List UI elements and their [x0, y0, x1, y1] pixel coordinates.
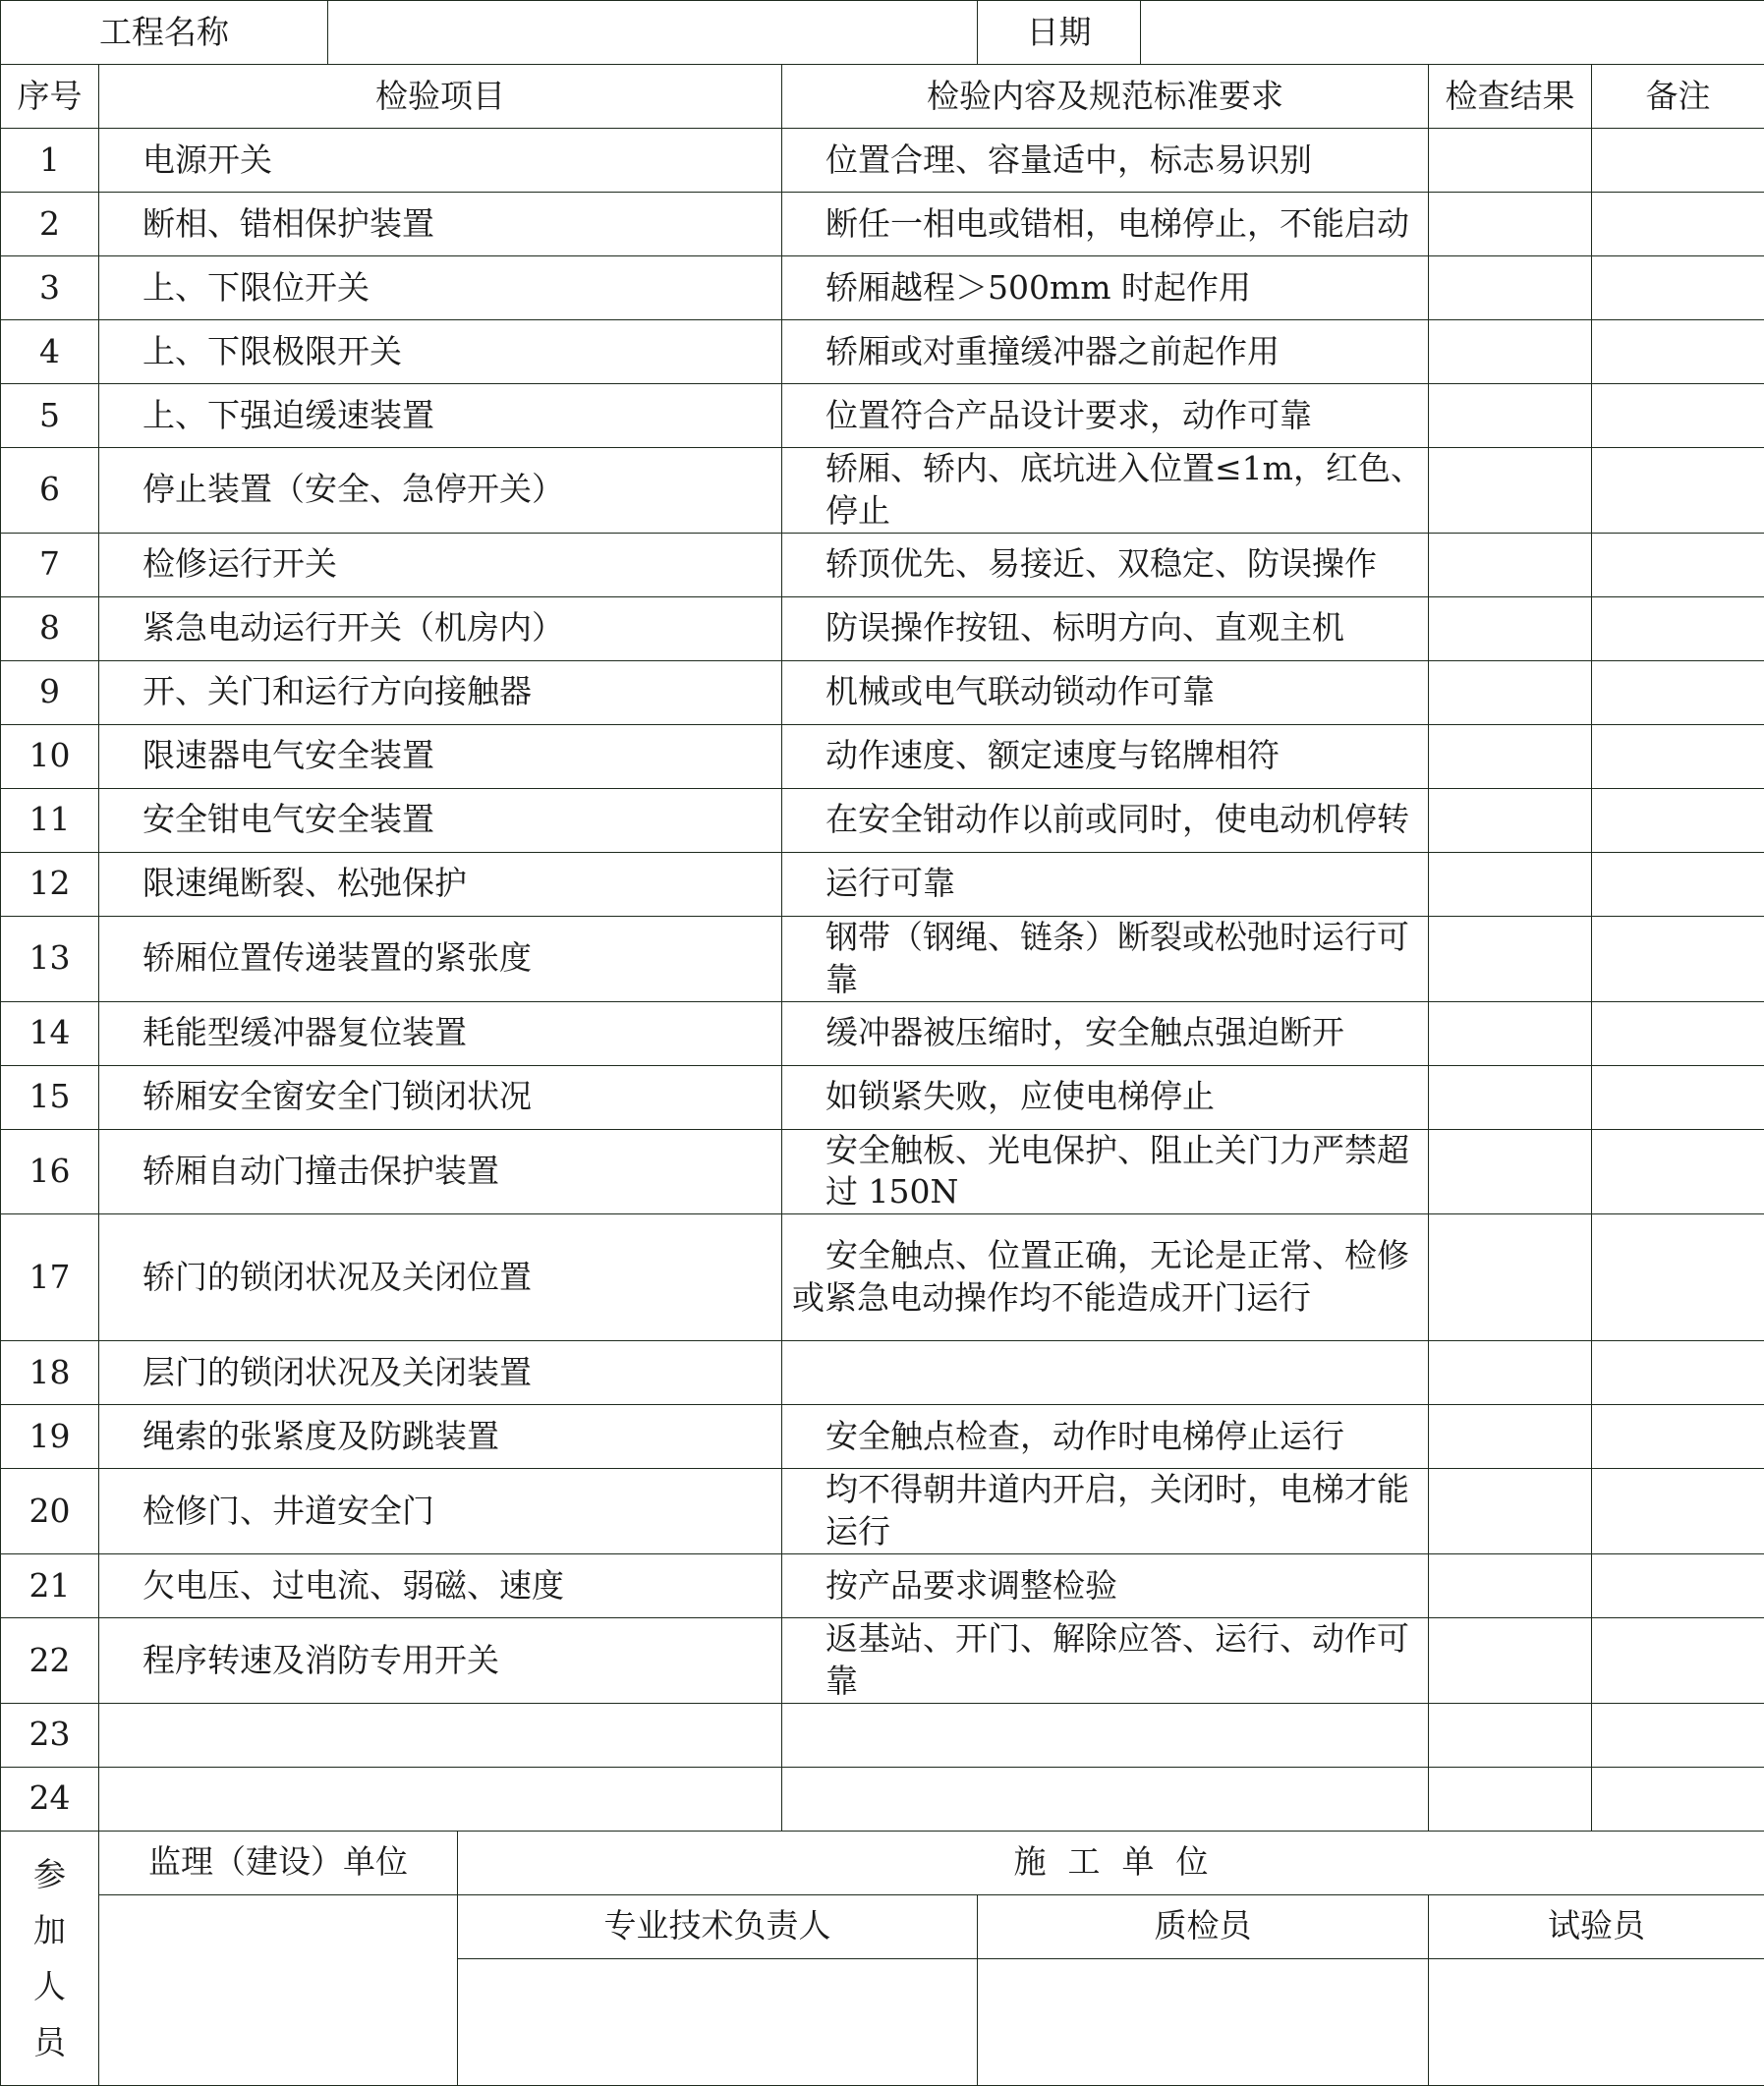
row-item: 上、下限极限开关 [99, 320, 782, 384]
row-requirement: 均不得朝井道内开启，关闭时，电梯才能运行 [782, 1469, 1429, 1554]
row-requirement: 轿厢或对重撞缓冲器之前起作用 [782, 320, 1429, 384]
inspection-row [1, 1703, 1764, 1767]
row-item: 轿厢位置传递装置的紧张度 [99, 916, 782, 1001]
row-requirement [782, 1341, 1429, 1405]
row-item: 安全钳电气安全装置 [99, 788, 782, 852]
row-remark-field[interactable] [1592, 1065, 1764, 1129]
row-remark-field[interactable] [1592, 1554, 1764, 1618]
row-remark-field[interactable] [1592, 129, 1764, 193]
row-item [99, 1703, 782, 1767]
project-name-label: 工程名称 [1, 1, 328, 65]
row-item: 耗能型缓冲器复位装置 [99, 1001, 782, 1065]
inspection-row [1, 596, 1764, 660]
row-requirement: 如锁紧失败，应使电梯停止 [782, 1065, 1429, 1129]
row-result-field[interactable] [1429, 1703, 1592, 1767]
row-result-field[interactable] [1429, 660, 1592, 724]
col-header-requirement: 检验内容及规范标准要求 [782, 65, 1429, 129]
row-item: 上、下强迫缓速装置 [99, 384, 782, 448]
row-result-field[interactable] [1429, 1129, 1592, 1214]
row-requirement: 钢带（钢绳、链条）断裂或松弛时运行可靠 [782, 916, 1429, 1001]
supervisor-signature-field[interactable] [99, 1894, 458, 2085]
row-remark-field[interactable] [1592, 1129, 1764, 1214]
row-remark-field[interactable] [1592, 916, 1764, 1001]
contractor-label-text: 施工单位 [993, 1842, 1230, 1881]
row-result-field[interactable] [1429, 129, 1592, 193]
row-seq: 8 [1, 596, 99, 660]
row-item: 断相、错相保护装置 [99, 193, 782, 256]
inspection-row [1, 193, 1764, 256]
row-seq: 4 [1, 320, 99, 384]
row-seq: 19 [1, 1405, 99, 1469]
inspection-row [1, 660, 1764, 724]
row-result-field[interactable] [1429, 916, 1592, 1001]
inspection-row [1, 533, 1764, 596]
signoff-header-row [1, 1831, 1764, 1894]
row-requirement: 返基站、开门、解除应答、运行、动作可靠 [782, 1618, 1429, 1704]
row-remark-field[interactable] [1592, 1703, 1764, 1767]
row-result-field[interactable] [1429, 724, 1592, 788]
row-result-field[interactable] [1429, 596, 1592, 660]
row-result-field[interactable] [1429, 1214, 1592, 1341]
row-seq: 7 [1, 533, 99, 596]
row-requirement [782, 1703, 1429, 1767]
row-result-field[interactable] [1429, 788, 1592, 852]
row-requirement: 轿厢越程＞500mm 时起作用 [782, 256, 1429, 320]
row-item: 限速器电气安全装置 [99, 724, 782, 788]
col-header-remark: 备注 [1592, 65, 1764, 129]
row-item: 绳索的张紧度及防跳装置 [99, 1405, 782, 1469]
row-result-field[interactable] [1429, 384, 1592, 448]
row-result-field[interactable] [1429, 320, 1592, 384]
row-seq: 23 [1, 1703, 99, 1767]
row-requirement: 位置符合产品设计要求，动作可靠 [782, 384, 1429, 448]
row-remark-field[interactable] [1592, 1001, 1764, 1065]
inspection-row [1, 1214, 1764, 1341]
row-requirement: 轿厢、轿内、底坑进入位置≤1m，红色、停止 [782, 448, 1429, 534]
tester-label: 试验员 [1429, 1894, 1764, 1958]
row-requirement: 缓冲器被压缩时，安全触点强迫断开 [782, 1001, 1429, 1065]
row-remark-field[interactable] [1592, 1214, 1764, 1341]
participants-label [1, 1831, 99, 2085]
col-header-result: 检查结果 [1429, 65, 1592, 129]
row-item: 欠电压、过电流、弱磁、速度 [99, 1554, 782, 1618]
row-requirement: 断任一相电或错相，电梯停止，不能启动 [782, 193, 1429, 256]
header-row [1, 1, 1764, 65]
inspection-row [1, 320, 1764, 384]
row-remark-field[interactable] [1592, 660, 1764, 724]
row-result-field[interactable] [1429, 448, 1592, 534]
inspection-row [1, 1767, 1764, 1831]
row-result-field[interactable] [1429, 533, 1592, 596]
tech-lead-signature-field[interactable] [458, 1958, 978, 2085]
row-item: 限速绳断裂、松弛保护 [99, 852, 782, 916]
row-remark-field[interactable] [1592, 724, 1764, 788]
row-requirement [782, 1767, 1429, 1831]
inspection-row [1, 1129, 1764, 1214]
row-seq: 24 [1, 1767, 99, 1831]
row-item: 层门的锁闭状况及关闭装置 [99, 1341, 782, 1405]
inspection-row [1, 1065, 1764, 1129]
row-requirement: 按产品要求调整检验 [782, 1554, 1429, 1618]
row-result-field[interactable] [1429, 193, 1592, 256]
row-remark-field[interactable] [1592, 788, 1764, 852]
row-remark-field[interactable] [1592, 596, 1764, 660]
row-requirement: 安全触点检查，动作时电梯停止运行 [782, 1405, 1429, 1469]
row-seq: 21 [1, 1554, 99, 1618]
row-requirement: 位置合理、容量适中，标志易识别 [782, 129, 1429, 193]
row-seq: 9 [1, 660, 99, 724]
row-seq: 12 [1, 852, 99, 916]
tester-signature-field[interactable] [1429, 1958, 1764, 2085]
inspection-row [1, 724, 1764, 788]
row-result-field[interactable] [1429, 1405, 1592, 1469]
row-remark-field[interactable] [1592, 1405, 1764, 1469]
row-item: 停止装置（安全、急停开关） [99, 448, 782, 534]
participants-char: 员 [1, 2014, 98, 2070]
row-item: 轿厢安全窗安全门锁闭状况 [99, 1065, 782, 1129]
row-item: 程序转速及消防专用开关 [99, 1618, 782, 1704]
row-remark-field[interactable] [1592, 1341, 1764, 1405]
row-result-field[interactable] [1429, 852, 1592, 916]
row-item [99, 1767, 782, 1831]
row-requirement: 轿顶优先、易接近、双稳定、防误操作 [782, 533, 1429, 596]
row-requirement: 安全触板、光电保护、阻止关门力严禁超过 150N [782, 1129, 1429, 1214]
row-result-field[interactable] [1429, 256, 1592, 320]
row-seq: 15 [1, 1065, 99, 1129]
inspection-row [1, 852, 1764, 916]
row-item: 紧急电动运行开关（机房内） [99, 596, 782, 660]
row-seq: 5 [1, 384, 99, 448]
row-seq: 18 [1, 1341, 99, 1405]
row-requirement: 机械或电气联动锁动作可靠 [782, 660, 1429, 724]
col-header-seq: 序号 [1, 65, 99, 129]
row-remark-field[interactable] [1592, 1767, 1764, 1831]
signoff-roles-row [1, 1894, 1764, 1958]
row-result-field[interactable] [1429, 1341, 1592, 1405]
row-item: 电源开关 [99, 129, 782, 193]
inspection-row [1, 1341, 1764, 1405]
row-seq: 1 [1, 129, 99, 193]
row-remark-field[interactable] [1592, 1469, 1764, 1554]
participants-char: 加 [1, 1902, 98, 1958]
row-requirement: 在安全钳动作以前或同时，使电动机停转 [782, 788, 1429, 852]
row-requirement: 动作速度、额定速度与铭牌相符 [782, 724, 1429, 788]
row-remark-field[interactable] [1592, 448, 1764, 534]
row-item: 轿门的锁闭状况及关闭位置 [99, 1214, 782, 1341]
participants-char: 参 [1, 1846, 98, 1902]
row-seq: 10 [1, 724, 99, 788]
row-seq: 6 [1, 448, 99, 534]
row-seq: 13 [1, 916, 99, 1001]
project-name-field[interactable] [328, 1, 978, 65]
row-result-field[interactable] [1429, 1554, 1592, 1618]
date-field[interactable] [1141, 1, 1764, 65]
row-result-field[interactable] [1429, 1767, 1592, 1831]
inspection-row [1, 1405, 1764, 1469]
row-remark-field[interactable] [1592, 1618, 1764, 1704]
row-remark-field[interactable] [1592, 533, 1764, 596]
row-seq: 11 [1, 788, 99, 852]
inspection-row [1, 448, 1764, 534]
inspection-row [1, 916, 1764, 1001]
contractor-label [458, 1831, 1764, 1894]
inspection-row [1, 1469, 1764, 1554]
row-requirement: 运行可靠 [782, 852, 1429, 916]
row-result-field[interactable] [1429, 1618, 1592, 1704]
row-item: 上、下限位开关 [99, 256, 782, 320]
inspector-signature-field[interactable] [978, 1958, 1429, 2085]
row-remark-field[interactable] [1592, 384, 1764, 448]
date-label: 日期 [978, 1, 1141, 65]
inspection-row [1, 1554, 1764, 1618]
row-requirement: 防误操作按钮、标明方向、直观主机 [782, 596, 1429, 660]
row-remark-field[interactable] [1592, 852, 1764, 916]
supervisor-label: 监理（建设）单位 [99, 1831, 458, 1894]
participants-char: 人 [1, 1958, 98, 2014]
row-item: 检修运行开关 [99, 533, 782, 596]
row-requirement: 安全触点、位置正确，无论是正常、检修或紧急电动操作均不能造成开门运行 [782, 1214, 1429, 1341]
inspection-row [1, 1618, 1764, 1704]
inspector-label: 质检员 [978, 1894, 1429, 1958]
row-seq: 16 [1, 1129, 99, 1214]
row-seq: 3 [1, 256, 99, 320]
row-item: 检修门、井道安全门 [99, 1469, 782, 1554]
row-item: 开、关门和运行方向接触器 [99, 660, 782, 724]
inspection-row [1, 256, 1764, 320]
row-seq: 17 [1, 1214, 99, 1341]
row-item: 轿厢自动门撞击保护装置 [99, 1129, 782, 1214]
inspection-row [1, 1001, 1764, 1065]
row-result-field[interactable] [1429, 1065, 1592, 1129]
column-header-row [1, 65, 1764, 129]
inspection-row [1, 384, 1764, 448]
row-remark-field[interactable] [1592, 320, 1764, 384]
row-result-field[interactable] [1429, 1001, 1592, 1065]
col-header-item: 检验项目 [99, 65, 782, 129]
row-seq: 20 [1, 1469, 99, 1554]
inspection-row [1, 129, 1764, 193]
row-seq: 14 [1, 1001, 99, 1065]
row-result-field[interactable] [1429, 1469, 1592, 1554]
row-seq: 22 [1, 1618, 99, 1704]
row-seq: 2 [1, 193, 99, 256]
row-remark-field[interactable] [1592, 193, 1764, 256]
row-remark-field[interactable] [1592, 256, 1764, 320]
inspection-row [1, 788, 1764, 852]
tech-lead-label: 专业技术负责人 [458, 1894, 978, 1958]
